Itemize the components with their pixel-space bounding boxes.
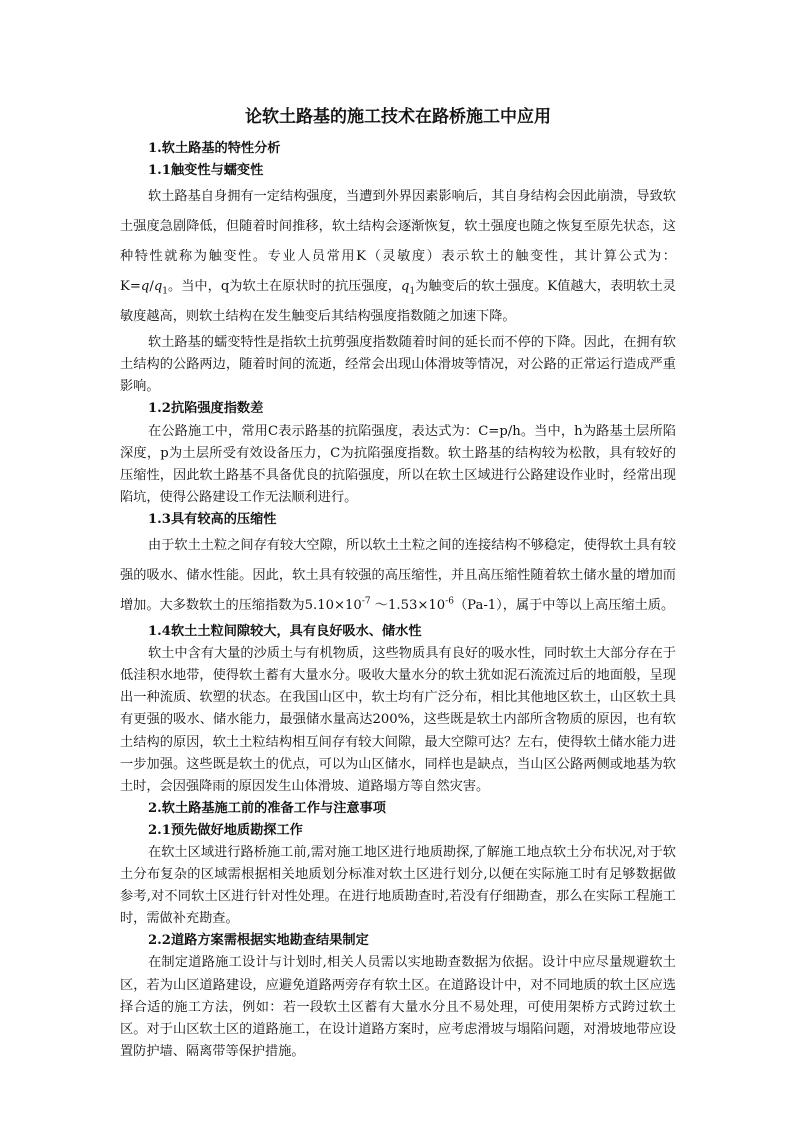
section-1-1-heading: 1.1触变性与蠕变性 — [148, 163, 264, 179]
inline-q1: q — [401, 279, 410, 295]
section-1-4-paragraph: 软土中含有大量的沙质土与有机物质，这些物质具有良好的吸水性，同时软土大部分存在于低洼积水地带，使得软土蓄有大量水分。吸收大量水分的软土犹如泥石流流过后的地面般，呈现出一种流质、软塑的状态。在我国山区中，软土均有广泛分布，相比其他地区软土，山区软土具有更强的吸水、储水能力，最强储水量高达200%，这些既是软土内部所含物质的原因，也有软土结构的原因，软土土粒结构相互间存有较大间隙，最大空隙可达？左右，使得软土储水能力进一步加强。这些既是软土的优点，可以为山区储水，同样也是缺点，当山区公路两侧或地基为软土时，会因强降雨的原因发生山体滑坡、道路塌方等自然灾害。 — [120, 646, 676, 794]
tilde: ～ — [370, 598, 388, 614]
document-title: 论软土路基的施工技术在路桥施工中应用 — [245, 107, 551, 127]
exp-1: -7 — [361, 596, 371, 607]
inline-q1-subscript: 1 — [409, 286, 416, 297]
formula-q1-subscript: 1 — [162, 286, 168, 297]
coef-1: 5.10×10 — [304, 598, 362, 614]
document-page — [120, 104, 676, 1063]
s13-text-b: （Pa-1），属于中等以上高压缩土质。 — [453, 598, 675, 614]
section-1-2-heading: 1.2抗陷强度指数差 — [148, 401, 264, 417]
section-1-1-paragraph-1 — [120, 182, 676, 332]
s11-p1-end: 为触变后的软土强度。K值越大，表明软土灵敏度越高，则软土结构在发生触变后其结构强度指数随之加速下降。 — [120, 279, 676, 325]
section-1-3-paragraph — [120, 531, 676, 621]
formula-q1: q — [153, 279, 163, 295]
exp-2: -6 — [445, 596, 454, 607]
formula-q: q — [140, 279, 150, 295]
section-2-2-paragraph: 在制定道路施工设计与计划时,相关人员需以实地勘查数据为依据。设计中应尽量规避软土区，若为山区道路建设，应避免道路两旁存有软土区。在道路设计中，对不同地质的软土区应选择合适的施工方法，例如：若一段软土区蓄有大量水分且不易处理，可使用架桥方式跨过软土区。对于山区软土区的道路施工，在设计道路方案时，应考虑滑坡与塌陷问题，对滑坡地带应设置防护墙、隔离带等保护措施。 — [120, 955, 676, 1059]
section-2-2-heading: 2.2道路方案需根据实地勘查结果制定 — [148, 933, 369, 949]
formula-slash: / — [149, 279, 154, 295]
section-1-heading: 1.软土路基的特性分析 — [148, 141, 281, 156]
section-1-2-paragraph: 在公路施工中，常用C表示路基的抗陷强度，表达式为：C=p/h。当中，h为路基土层所陷深度，p为土层所受有效设备压力，C为抗陷强度指数。软土路基的结构较为松散，具有较好的压缩性，因此软土路基不具备优良的抗陷强度，所以在软土区域进行公路建设作业时，经常出现陷坑，使得公路建设工作无法顺利进行。 — [120, 423, 676, 505]
section-2-1-paragraph: 在软土区域进行路桥施工前,需对施工地区进行地质勘探,了解施工地点软土分布状况,对于软土分布复杂的区域需根据相关地质划分标准对软土区进行划分,以便在实际施工时有足够数据做参考,对不同软土区进行针对性处理。在进行地质勘查时,若没有仔细勘查，那么在实际工程施工时，需做补充勘查。 — [120, 844, 676, 927]
section-1-3-heading: 1.3具有较高的压缩性 — [148, 511, 277, 527]
s11-p1-mid: 。当中，q为软土在原状时的抗压强度， — [168, 279, 401, 295]
s13-text-a: 由于软土土粒之间存有较大空隙，所以软土土粒之间的连接结构不够稳定，使得软土具有较强的吸水、储水性能。因此，软土具有较强的高压缩性，并且高压缩性随着软土储水量的增加而增加。大多数软土的压缩指数为 — [120, 538, 676, 614]
section-1-4-heading: 1.4软土土粒间隙较大，具有良好吸水、储水性 — [148, 624, 422, 640]
coef-2: 1.53×10 — [388, 598, 446, 614]
section-2-heading: 2.软土路基施工前的准备工作与注意事项 — [148, 800, 386, 816]
section-2-1-heading: 2.1预先做好地质勘探工作 — [148, 822, 303, 838]
s11-p1-text: 软土路基自身拥有一定结构强度，当遭到外界因素影响后，其自身结构会因此崩溃，导致软土强度急剧降低，但随着时间推移，软土结构会逐渐恢复，软土强度也随之恢复至原先状态，这种特性就称为触变性。专业人员常用K（灵敏度）表示软土的触变性，其计算公式为：K= — [120, 189, 676, 295]
section-1-1-paragraph-2: 软土路基的蠕变特性是指软土抗剪强度指数随着时间的延长而不停的下降。因此，在拥有软土结构的公路两边，随着时间的流逝，经常会出现山体滑坡等情况，对公路的正常运行造成严重影响。 — [120, 335, 676, 395]
